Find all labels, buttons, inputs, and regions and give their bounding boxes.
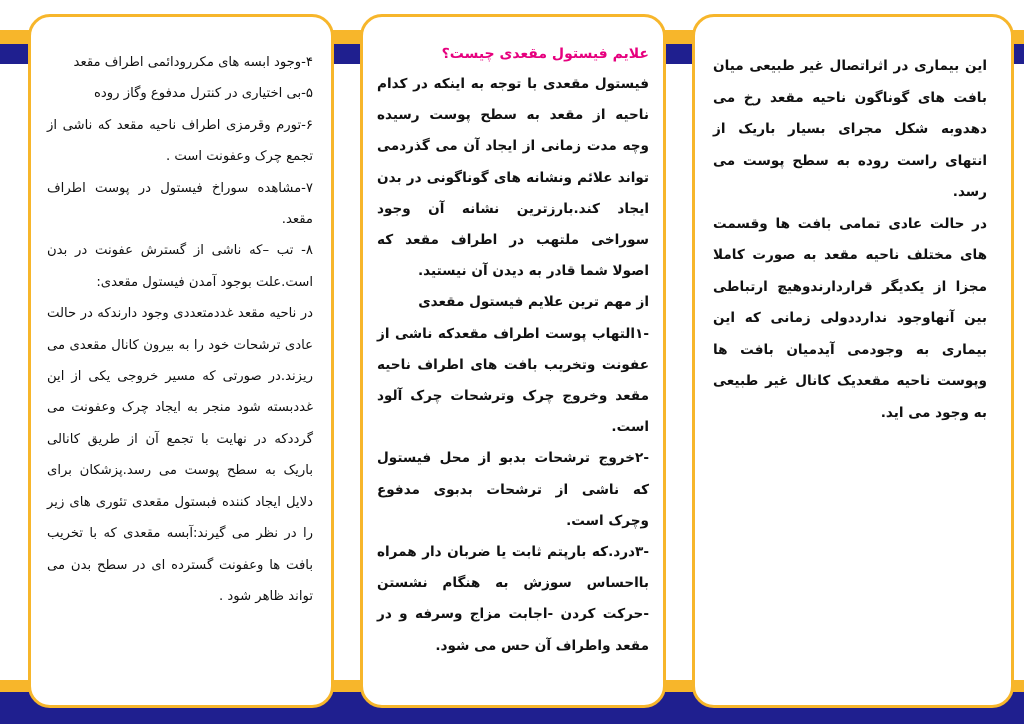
left-paragraph-6: در ناحیه مقعد غددمتعددی وجود دارندکه در حالت عادی ترشحات خود را به بیرون کانال مقعدی می ریزند.در صورتی که مسیر خروجی یکی از این غددبسته شود منجر به ایجاد چرک وعفونت می گرددکه در نهایت با تجمع آن از طریق کانالی باریک به سطح پوست می رسد.پزشکان برای دلایل ایجاد کننده فبستول مقعدی تئوری های زیر را در نظر می گیرند:آبسه مقعدی که با تخریب بافت ها وعفونت گسترده ای در سطح بدن می تواند ظاهر شود . [47,306,313,604]
left-paragraph-3: ۶-تورم وقرمزی اطراف ناحیه مقعد که ناشی از تجمع چرک وعفونت است . [47,117,313,165]
middle-paragraph-5: -۳درد.که بارپتم ثابت یا ضربان دار همراه بااحساس سوزش به هنگام نشستن -حرکت کردن -اجابت مزاج وسرفه و در مقعد واطراف آن حس می شود. [377,544,649,654]
symptoms-heading: علایم فیستول مقعدی چیست؟ [441,46,649,62]
left-paragraph-1: ۴-وجود ابسه های مکررودائمی اطراف مقعد [73,55,313,70]
middle-paragraph-1: فیستول مقعدی با توجه به اینکه در کدام ناحیه از مقعد به سطح پوست رسیده وچه مدت زمانی از ایجاد آن می گذردمی تواند علائم ونشانه های گوناگونی در بدن ایجاد کند.بارزترین نشانه آن وجود سوراخی ملتهب در اطراف مقعد که اصولا شما قادر به دیدن آن نیستید. [377,76,649,280]
right-panel [692,14,1014,708]
middle-panel [360,14,666,708]
left-paragraph-2: ۵-بی اختیاری در کنترل مدفوع وگاز روده [93,86,313,102]
left-panel [28,14,334,708]
right-paragraph-2: در حالت عادی تمامی بافت ها وقسمت های مختلف ناحیه مقعد به صورت کاملا مجزا از یکدیگر قراردارندوهیچ ارتباطی بین آنهاوجود ندارددولی زمانی که این بیماری به وجودمی آیدمیان بافت ها وپوست ناحیه مقعدیک کانال غیر طبیعی به وجود می اید. [713,215,987,421]
left-paragraph-4: ۷-مشاهده سوراخ فیستول در پوست اطراف مقعد. [47,180,313,228]
middle-paragraph-3: -۱التهاب پوست اطراف مقعدکه ناشی از عفونت وتخریب بافت های اطراف ناحیه مقعد وخروج چرک وترشحات چرک آلود است. [377,325,649,436]
left-paragraph-5: ۸- تب –که ناشی از گسترش عفونت در بدن است.علت بوجود آمدن فیستول مقعدی: [47,243,313,290]
right-paragraph-1: این بیماری در اثراتصال غیر طبیعی میان بافت های گوناگون ناحیه مقعد رخ می دهدوبه شکل مجرای بسیار باریک از انتهای راست روده به سطح پوست می رسد. [713,58,987,200]
middle-paragraph-4: -۲خروج ترشحات بدبو از محل فیستول که ناشی از ترشحات بدبوی مدفوع وچرک است. [377,450,649,529]
middle-paragraph-2: از مهم ترین علایم فیستول مقعدی [418,294,649,311]
